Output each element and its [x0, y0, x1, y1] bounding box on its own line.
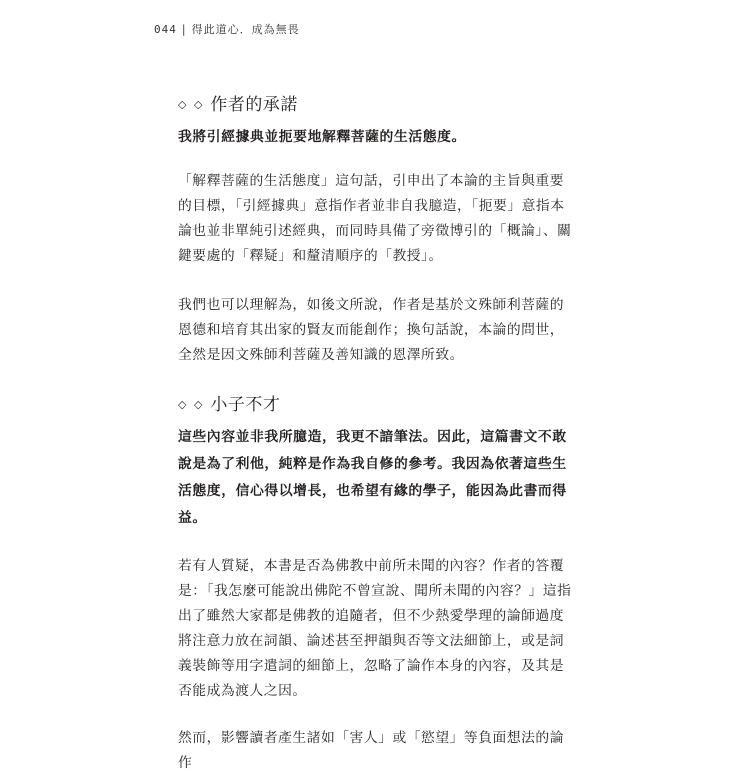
section-title: 小子不才 [210, 395, 281, 415]
page-number: 044 [154, 23, 177, 36]
verse-text: 我將引經據典並扼要地解釋菩薩的生活態度。 [178, 129, 466, 145]
running-title: 得此道心．成為無畏 [191, 23, 300, 36]
section-heading-authors-promise [178, 92, 573, 118]
commentary-paragraph: 「解釋菩薩的生活態度」這句話，引申出了本論的主旨與重要的目標，「引經據典」意指作者並非自我臆造，「扼要」意指本論也並非單純引述經典，而同時具備了旁徵博引的「概論」、關鍵要處的「釋疑」和釐清順序的「教授」。 [178, 173, 572, 264]
section-heading-humility [178, 392, 573, 418]
verse-text: 這些內容並非我所臆造，我更不諳筆法。因此，這篇書文不敢說是為了利他，純粹是作為我自修的參考。我因為依著這些生活態度，信心得以增長，也希望有緣的學子，能因為此書而得益。 [178, 429, 567, 526]
commentary-paragraph: 若有人質疑，本書是否為佛教中前所未聞的內容？作者的答覆是：「我怎麼可能說出佛陀不曾宣說、聞所未聞的內容？」這指出了雖然大家都是佛教的追隨者，但不少熱愛學理的論師過度將注意力放在詞韻、論述甚至押韻與否等文法細節上，或是詞義裝飾等用字遣詞的細節上，忽略了論作本身的內容，及其是否能成為渡人之因。 [178, 558, 572, 699]
header-separator: | [181, 23, 187, 36]
diamond-bullet-icon: ◇ ◇ [178, 98, 205, 111]
running-header [154, 21, 300, 37]
page-body [178, 92, 573, 776]
commentary-paragraph: 我們也可以理解為，如後文所說，作者是基於文殊師利菩薩的恩德和培育其出家的賢友而能創作；換句話說，本論的問世，全然是因文殊師利菩薩及善知識的恩澤所致。 [178, 297, 565, 363]
commentary-paragraph: 然而，影響讀者產生諸如「害人」或「慾望」等負面想法的論作 [178, 730, 565, 771]
diamond-bullet-icon: ◇ ◇ [178, 398, 205, 411]
section-title: 作者的承諾 [210, 95, 298, 115]
